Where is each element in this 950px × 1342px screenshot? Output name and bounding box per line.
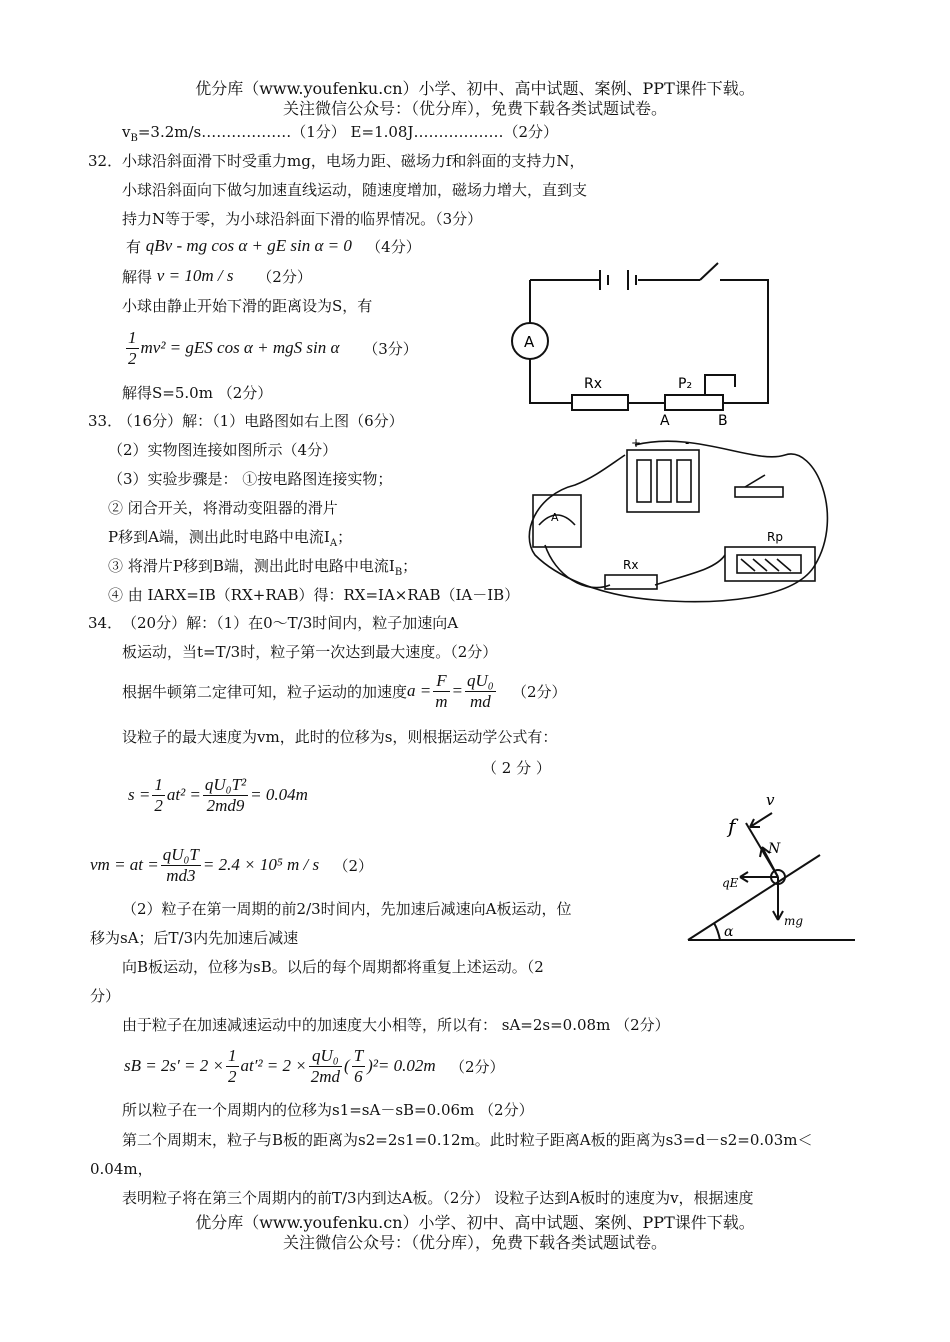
circuit-wire-top — [530, 280, 768, 385]
q34-acceleration-line: 根据牛顿第二定律可知，粒子运动的加速度 a = $\frac{F}{m}$ = $\frac{\text{qU₀}}{md}$ （2分） — [122, 670, 567, 711]
battery-plus-label: + — [631, 436, 642, 450]
slider-wire — [705, 375, 768, 403]
circuit-battery — [600, 270, 636, 290]
q34-line-8: 分） — [90, 987, 121, 1005]
circuit-rx-label: Rx — [584, 376, 603, 392]
q34-line-2: 板运动，当t=T/3时，粒子第一次达到最大速度。（2分） — [122, 643, 498, 661]
q32-line-3: 持力N等于零，为小球沿斜面下滑的临界情况。（3分） — [122, 210, 483, 228]
q34-line-6: 移为sA；后T/3内先加速后减速 — [90, 929, 299, 947]
q32-line-4: 小球由静止开始下滑的距离设为S，有 — [122, 297, 373, 315]
f-label: f — [728, 814, 736, 838]
rx-resistor — [572, 395, 628, 410]
footer-line-2: 关注微信公众号：（优分库），免费下载各类试题试卷。 — [282, 1233, 667, 1252]
rx-block — [605, 575, 657, 589]
q33-line-2: （2）实物图连接如图所示（4分） — [108, 441, 338, 459]
q32-number: 32． — [88, 152, 123, 170]
q34-equation-sb: sB = 2s′ = 2 × $\frac{1}{2}$ at′² = 2 × $\frac{\text{qU₀}}{2md}$ ( $\frac{T}{6}$ )² = 0.02m （2分） — [124, 1045, 505, 1086]
physical-wiring-diagram — [515, 435, 840, 610]
circuit-end-b-label: B — [718, 413, 728, 429]
top-line: $v_B=3.2m/s\dots\dots\dots\dots\dots\dots(1$分） E=1.08J………………（2分） — [122, 123, 559, 144]
circuit-ammeter-label: A — [524, 333, 535, 351]
q33-number: 33． — [88, 412, 123, 430]
q34-line-4: 设粒子的最大速度为vm，此时的位移为s，则根据运动学公式有： — [122, 728, 558, 746]
q32-equation-2: 解得 v = 10m / s （2分） — [122, 266, 312, 286]
q33-line-7: ④ 由 IARX=IB（RX+RAB）得：RX=IA×RAB（IA－IB） — [108, 586, 520, 604]
circuit-diagram — [500, 255, 790, 430]
q32-line-5: 解得S=5.0m （2分） — [122, 384, 273, 402]
q34-line-12: 0.04m， — [90, 1160, 153, 1178]
velocity-arrow — [750, 813, 772, 827]
mg-label: mg — [784, 914, 804, 928]
qE-label: qE — [722, 876, 739, 890]
incline-force-diagram — [680, 785, 860, 945]
meter-label: A — [551, 511, 559, 524]
q34-equation-v: vm = at = $\frac{\text{qU₀T}}{md3}$ = 2.4 × 10⁵ m / s （2） — [90, 844, 373, 885]
q34-line-9: 由于粒子在加速减速运动中的加速度大小相等，所以有： sA=2s=0.08m （2分） — [122, 1016, 670, 1034]
alpha-label: α — [724, 924, 734, 940]
header-line-1: 优分库（www.youfenku.cn）小学、初中、高中试题、案例、PPT课件下载。 — [195, 79, 755, 98]
angle-arc — [714, 923, 720, 940]
rp-rheostat — [665, 395, 723, 410]
q33-line-3: （3）实验步骤是： ①按电路图连接实物； — [108, 470, 393, 488]
q33-line-5: P移到A端，测出此时电路中电流$I_A$； — [108, 528, 353, 549]
q34-line-5: （2）粒子在第一周期的前2/3时间内，先加速后减速向A板运动，位 — [122, 900, 572, 918]
q34-line-7: 向B板运动，位移为sB。以后的每个周期都将重复上述运动。（2 — [122, 958, 544, 976]
q33-line-1: （16分）解：（1）电路图如右上图（6分） — [118, 412, 404, 430]
q32-equation-1: 有 qBv - mg cos α + gE sin α = 0 （4分） — [126, 236, 421, 256]
q34-score-s: （ 2 分 ） — [482, 759, 551, 777]
circuit-end-a-label: A — [660, 413, 670, 429]
q34-line-1: （20分）解：（1）在0～T/3时间内，粒子加速向A — [122, 614, 459, 632]
footer-line-1: 优分库（www.youfenku.cn）小学、初中、高中试题、案例、PPT课件下载。 — [195, 1213, 755, 1232]
physical-rp-label: Rp — [767, 530, 783, 544]
switch-base — [735, 487, 783, 497]
v-label: v — [766, 791, 775, 809]
q34-equation-s: s = $\frac{1}{2}$ at² = $\frac{\text{qU₀T²}}{2md9}$ = 0.04m — [128, 774, 308, 815]
physical-rx-label: Rx — [623, 558, 639, 572]
header-line-2: 关注微信公众号：（优分库），免费下载各类试题试卷。 — [282, 99, 667, 118]
circuit-switch — [700, 263, 724, 280]
q34-line-11: 第二个周期末，粒子与B板的距离为s2=2s1=0.12m。此时粒子距离A板的距离为s3=d－s2=0.03m＜ — [122, 1131, 813, 1149]
q32-line-1: 小球沿斜面滑下时受重力mg，电场力距、磁场力f和斜面的支持力N， — [122, 152, 585, 170]
q34-line-10: 所以粒子在一个周期内的位移为s1=sA－sB=0.06m （2分） — [122, 1101, 534, 1119]
q34-line-13: 表明粒子将在第三个周期内的前T/3内到达A板。（2分） 设粒子达到A板时的速度为v，根据速度 — [122, 1189, 754, 1207]
q33-line-4: ② 闭合开关，将滑动变阻器的滑片 — [108, 499, 338, 517]
N-label: N — [768, 841, 781, 857]
circuit-p2-label: P₂ — [678, 376, 693, 392]
battery-minus-label: - — [685, 436, 690, 450]
q32-equation-3: $\frac{1}{2}$ mv² = gES cos α + mgS sin α （3分） — [128, 327, 418, 368]
q33-line-6: ③ 将滑片P移到B端，测出此时电路中电流$I_B$； — [108, 557, 418, 578]
q32-line-2: 小球沿斜面向下做匀加速直线运动，随速度增加，磁场力增大，直到支 — [122, 181, 588, 199]
q34-number: 34． — [88, 614, 123, 632]
